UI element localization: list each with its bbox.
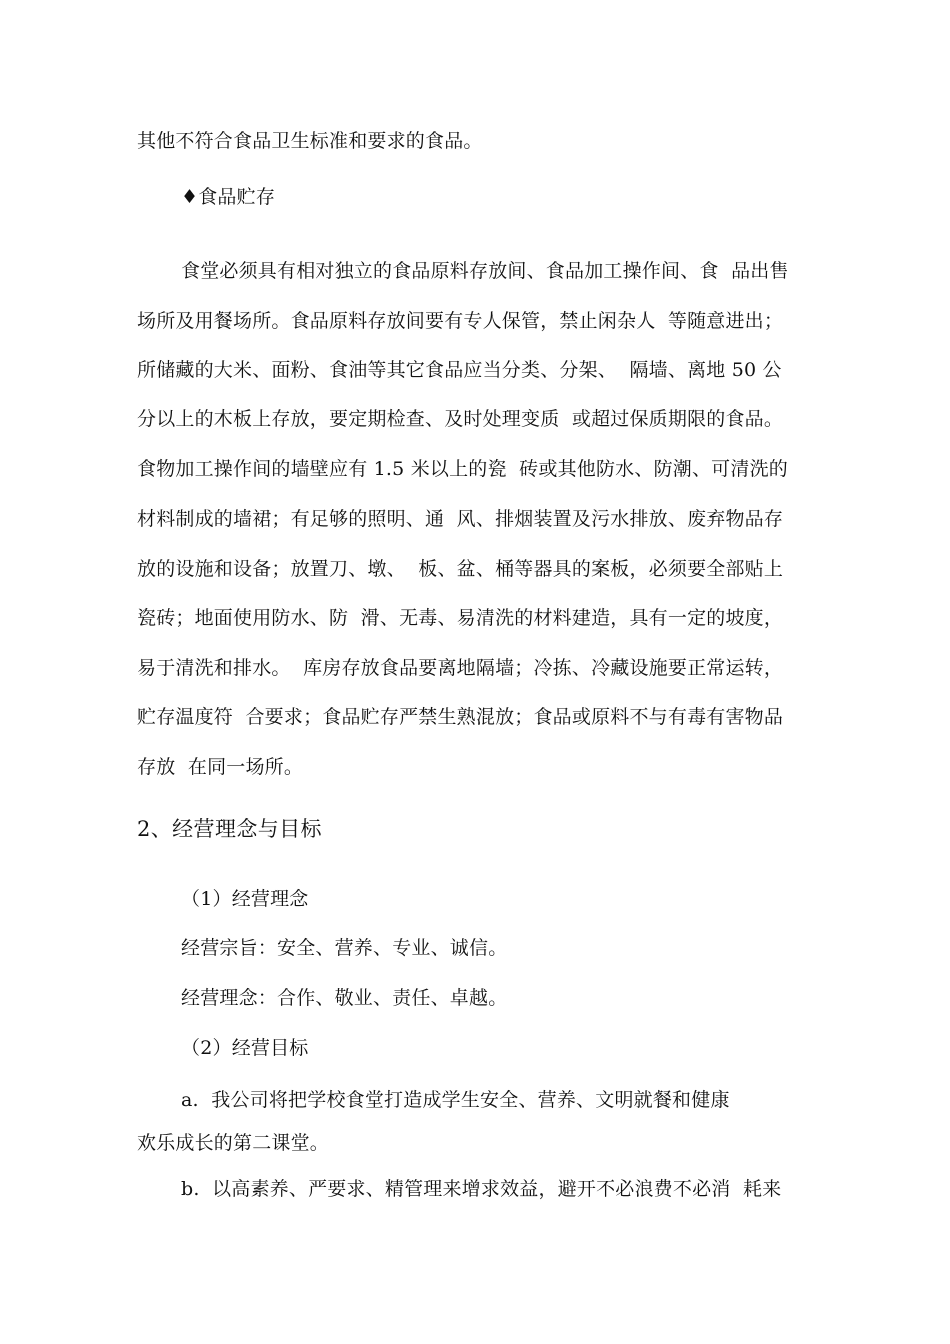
goal-b-line: b. 以高素养、严要求、精管理来增求效益，避开不必浪费不必消 耗来 xyxy=(181,1178,782,1200)
paragraph-line: 场所及用餐场所。食品原料存放间要有专人保管，禁止闲杂人 等随意进出； xyxy=(137,310,784,332)
philosophy-line: 经营理念：合作、敬业、责任、卓越。 xyxy=(181,987,508,1009)
paragraph-line: 食堂必须具有相对独立的食品原料存放间、食品加工操作间、食 品出售 xyxy=(181,260,789,282)
goal-a-continuation: 欢乐成长的第二课堂。 xyxy=(137,1132,330,1154)
paragraph-line: 瓷砖；地面使用防水、防 滑、无毒、易清洗的材料建造，具有一定的坡度， xyxy=(137,607,784,629)
paragraph-line: 放的设施和设备；放置刀、墩、 板、盆、桶等器具的案板，必须要全部贴上 xyxy=(137,558,784,580)
paragraph-line: 存放 在同一场所。 xyxy=(137,756,304,778)
purpose-line: 经营宗旨：安全、营养、专业、诚信。 xyxy=(181,937,508,959)
storage-subheading: ♦食品贮存 xyxy=(181,186,276,208)
paragraph-line: 易于清洗和排水。 库房存放食品要离地隔墙；冷拣、冷藏设施要正常运转， xyxy=(137,657,784,679)
intro-line: 其他不符合食品卫生标准和要求的食品。 xyxy=(137,130,483,152)
paragraph-line: 贮存温度符 合要求；食品贮存严禁生熟混放；食品或原料不与有毒有害物品 xyxy=(137,706,784,728)
subheading-goals: （2）经营目标 xyxy=(181,1037,309,1059)
paragraph-line: 食物加工操作间的墙壁应有 1.5 米以上的瓷 砖或其他防水、防潮、可清洗的 xyxy=(137,458,788,480)
subheading-philosophy: （1）经营理念 xyxy=(181,888,309,910)
paragraph-line: 分以上的木板上存放，要定期检查、及时处理变质 或超过保质期限的食品。 xyxy=(137,408,784,430)
section-heading: 2、经营理念与目标 xyxy=(137,817,322,841)
paragraph-line: 材料制成的墙裙；有足够的照明、通 风、排烟装置及污水排放、废弃物品存 xyxy=(137,508,784,530)
paragraph-line: 所储藏的大米、面粉、食油等其它食品应当分类、分架、 隔墙、离地 50 公 xyxy=(137,359,782,381)
goal-a-line: a. 我公司将把学校食堂打造成学生安全、营养、文明就餐和健康 xyxy=(181,1089,730,1111)
